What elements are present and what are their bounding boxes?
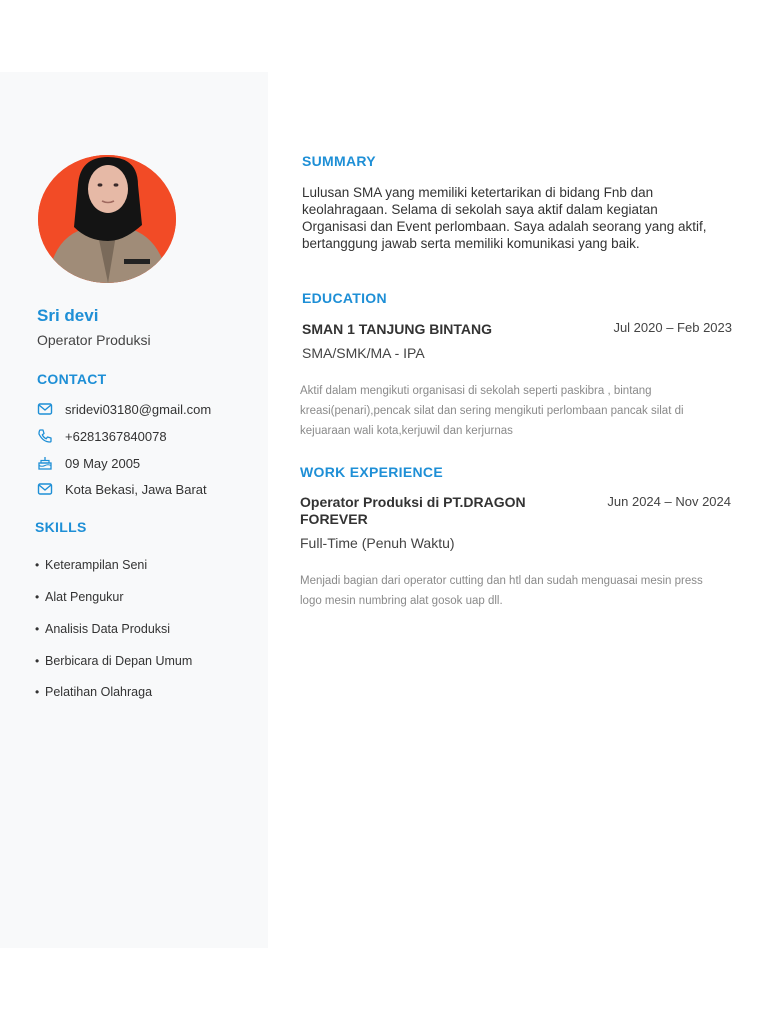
contact-email-text: sridevi03180@gmail.com bbox=[65, 401, 212, 417]
skill-item: • Analisis Data Produksi bbox=[35, 622, 171, 636]
bullet-icon: • bbox=[35, 685, 40, 699]
profile-name: Sri devi bbox=[37, 306, 99, 325]
education-dates: Jul 2020 – Feb 2023 bbox=[613, 320, 732, 335]
bullet-icon: • bbox=[35, 622, 40, 636]
bullet-icon: • bbox=[35, 654, 40, 668]
work-title-line1: Operator Produksi di PT.DRAGON bbox=[300, 494, 526, 510]
skills-heading: SKILLS bbox=[35, 519, 87, 535]
profile-role: Operator Produksi bbox=[37, 332, 151, 348]
mail-icon bbox=[37, 401, 53, 417]
contact-location bbox=[37, 481, 207, 497]
contact-birthday-text: 09 May 2005 bbox=[65, 455, 141, 471]
skill-item: • Keterampilan Seni bbox=[35, 558, 148, 572]
education-school: SMAN 1 TANJUNG BINTANG bbox=[302, 321, 493, 337]
cake-icon bbox=[37, 455, 53, 471]
contact-phone[interactable] bbox=[37, 428, 167, 444]
education-degree: SMA/SMK/MA - IPA bbox=[302, 345, 425, 361]
work-description: Menjadi bagian dari operator cutting dan htl dan sudah menguasai mesin press logo mesin numbring alat gosok uap dll. bbox=[300, 575, 703, 607]
work-type: Full-Time (Penuh Waktu) bbox=[300, 535, 455, 551]
mail-icon bbox=[37, 481, 53, 497]
contact-birthday bbox=[37, 455, 140, 471]
summary-heading: SUMMARY bbox=[302, 153, 376, 169]
skill-item: • Pelatihan Olahraga bbox=[35, 685, 153, 699]
work-heading: WORK EXPERIENCE bbox=[300, 464, 443, 480]
contact-heading: CONTACT bbox=[37, 371, 107, 387]
skill-item: • Alat Pengukur bbox=[35, 590, 124, 604]
education-heading: EDUCATION bbox=[302, 290, 387, 306]
profile-photo bbox=[38, 155, 176, 283]
contact-location-text: Kota Bekasi, Jawa Barat bbox=[65, 481, 207, 497]
work-title-line2: FOREVER bbox=[300, 511, 368, 527]
summary-text: Lulusan SMA yang memiliki ketertarikan di bidang Fnb dan keolahragaan. Selama di sekolah saya aktif dalam kegiatan Organisasi dan Event perlombaan. Saya adalah seorang yang aktif, bertanggung jawab serta memiliki komunikasi yang baik. bbox=[302, 185, 707, 251]
bullet-icon: • bbox=[35, 590, 40, 604]
bullet-icon: • bbox=[35, 558, 40, 572]
phone-icon bbox=[37, 428, 53, 444]
contact-phone-text: +6281367840078 bbox=[65, 428, 167, 444]
skill-item: • Berbicara di Depan Umum bbox=[35, 654, 193, 668]
contact-email[interactable] bbox=[37, 401, 211, 417]
education-description: Aktif dalam mengikuti organisasi di sekolah seperti paskibra , bintang kreasi(penari),pencak silat dan sering mengikuti perlombaan pancak silat di kejuaraan wali kota,kerjuwil dan kerjurnas bbox=[300, 385, 684, 437]
work-dates: Jun 2024 – Nov 2024 bbox=[607, 494, 731, 509]
work-title bbox=[300, 494, 526, 528]
